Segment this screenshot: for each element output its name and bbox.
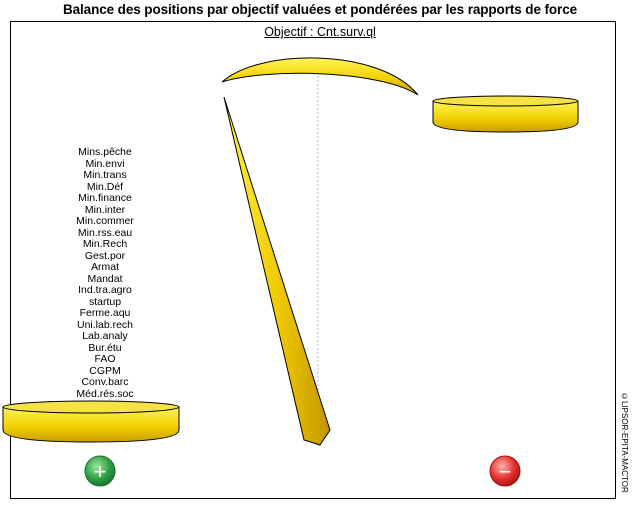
minus-symbol: − [498, 459, 512, 484]
actor-label: Min.envi [85, 157, 125, 170]
actor-label: Min.Déf [86, 180, 124, 193]
actor-label: startup [88, 295, 122, 308]
actor-label: Ind.tra.agro [78, 284, 132, 296]
balance-beam [222, 58, 418, 95]
actor-label: Mins.pêche [78, 146, 132, 158]
right-pan-minus [433, 96, 578, 132]
actor-label: Lab.analy [82, 330, 128, 342]
minus-icon [490, 456, 520, 486]
actor-label: Min.inter [84, 203, 126, 216]
actor-label: Armat [90, 261, 119, 273]
actor-label: Ferme.aqu [79, 307, 131, 319]
actor-label: Mandat [87, 272, 123, 285]
actor-label: Bur.étu [88, 341, 122, 354]
actor-label: Min.finance [78, 192, 132, 204]
actor-label: CGPM [89, 364, 121, 377]
actor-label: Min.trans [83, 169, 127, 181]
plus-symbol: + [93, 459, 107, 484]
actor-label: Min.rss.eau [77, 226, 133, 239]
actor-label: Min.Rech [82, 238, 128, 250]
plus-icon [85, 456, 115, 486]
actor-label: Uni.lab.rech [76, 318, 134, 331]
actor-label: Conv.barc [81, 376, 129, 388]
copyright-notice: ©LIPSOR-EPITA-MACTOR [620, 392, 629, 493]
actor-label: Gest.por [84, 249, 126, 262]
actor-label: Min.commer [76, 215, 134, 227]
left-pan-label-list [55, 147, 155, 400]
chart-title: Balance des positions par objectif valuées et pondérées par les rapports de force [62, 2, 578, 17]
objective-title: Objectif : Cnt.surv.ql [264, 25, 376, 39]
actor-label: FAO [94, 353, 116, 365]
balance-needle [224, 97, 330, 445]
left-pan-plus [3, 401, 179, 442]
actor-label: Méd.rés.soc [76, 387, 134, 400]
